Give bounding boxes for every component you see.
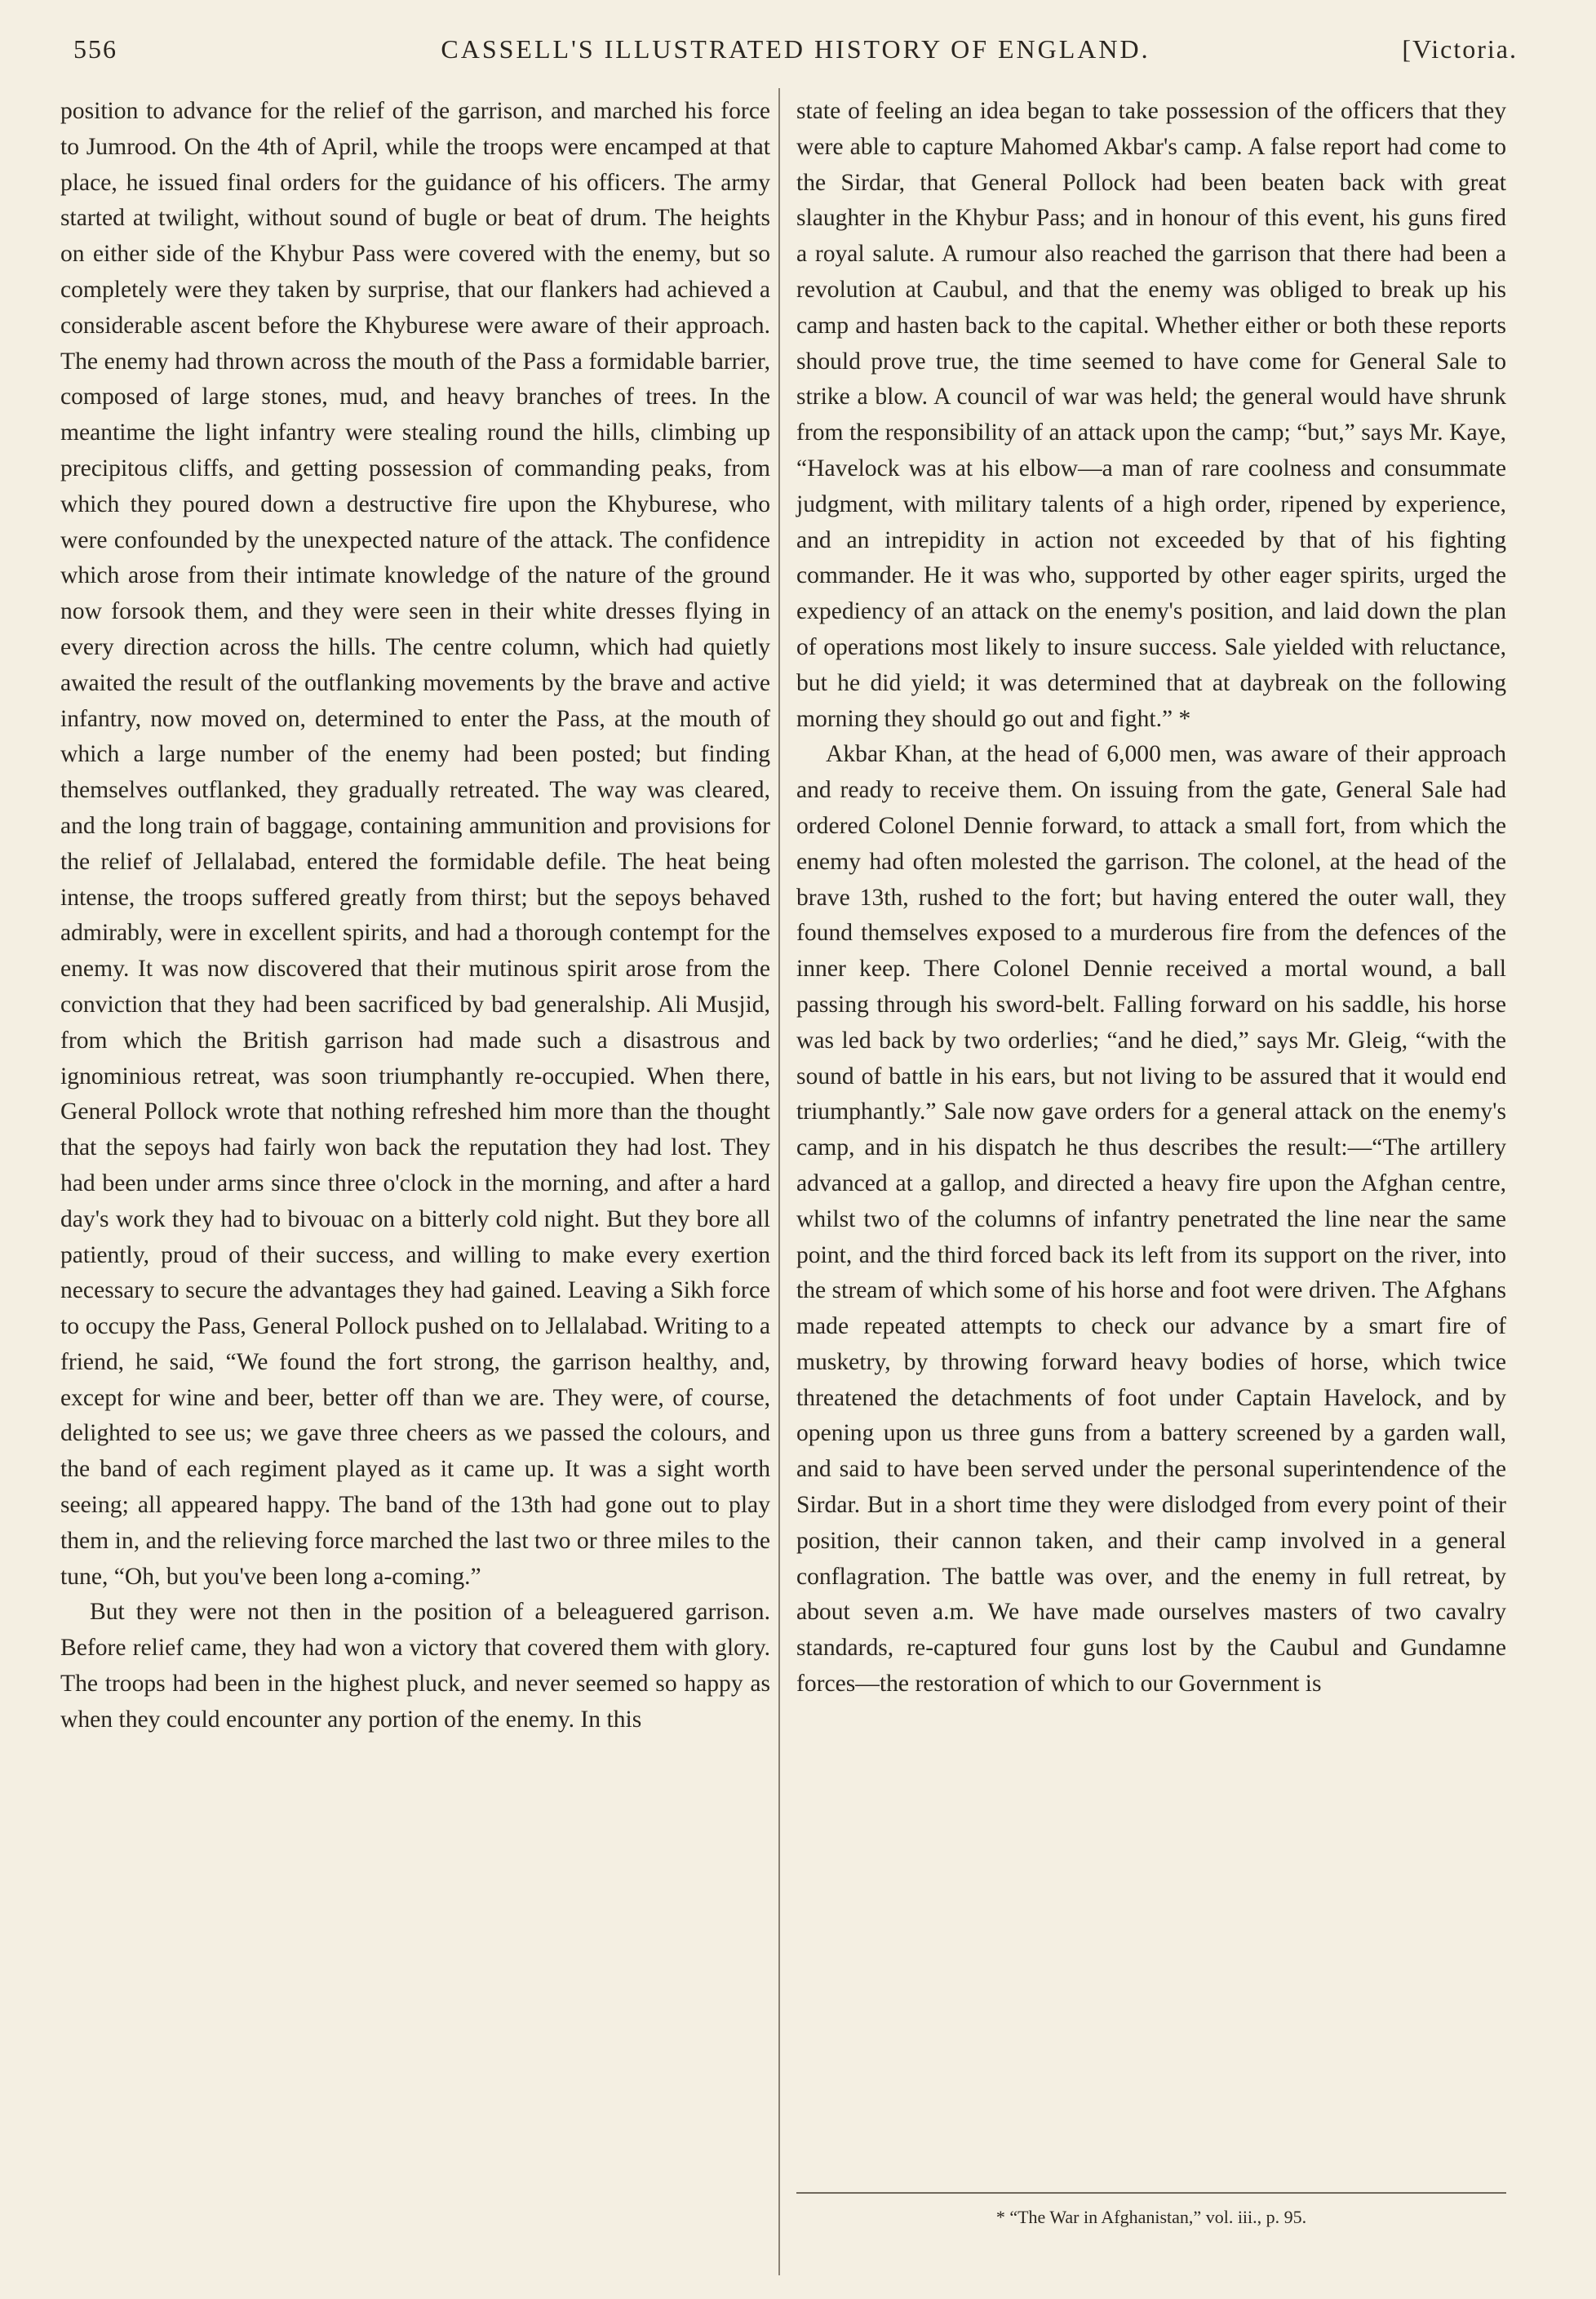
book-title: CASSELL'S ILLUSTRATED HISTORY OF ENGLAND.	[441, 34, 1150, 64]
footnote-divider	[796, 2192, 1506, 2194]
reign-heading: [Victoria.	[1402, 34, 1518, 64]
paragraph: state of feeling an idea began to take possession of the officers that they were able to capture Mahomed Akbar's camp. A false report had come to the Sirdar, that General Pollock had been beaten back with great slaughter in the Khybur Pass; and in honour of this event, his guns fired a royal salute. A rumour also reached the garrison that there had been a revolution at Caubul, and that the enemy was obliged to break up his camp and hasten back to the capital. Whether either or both these reports should prove true, the time seemed to have come for General Sale to strike a blow. A council of war was held; the general would have shrunk from the responsibility of an attack upon the camp; “but,” says Mr. Kaye, “Havelock was at his elbow—a man of rare coolness and consummate judgment, with military talents of a high order, ripened by experience, and an intrepidity in action not exceeded by that of his fighting commander. He it was who, supported by other eager spirits, urged the expediency of an attack on the enemy's position, and laid down the plan of operations most likely to insure success. Sale yielded with reluctance, but he did yield; it was determined that at daybreak on the following morning they should go out and fight.” *	[796, 98, 1506, 732]
footnote: * “The War in Afghanistan,” vol. iii., p. 95.	[995, 2207, 1307, 2227]
left-column	[60, 94, 770, 1738]
paragraph: But they were not then in the position of a beleaguered garrison. Before relief came, they had won a victory that covered them with glory. The troops had been in the highest pluck, and never seemed so happy as when they could encounter any portion of the enemy. In this	[60, 1599, 770, 1733]
right-column	[796, 94, 1506, 1702]
running-header	[73, 31, 1518, 80]
page-number: 556	[73, 34, 117, 64]
column-divider	[778, 88, 780, 2275]
paragraph: Akbar Khan, at the head of 6,000 men, was aware of their approach and ready to receive them. On issuing from the gate, General Sale had ordered Colonel Dennie forward, to attack a small fort, from which the enemy had often molested the garrison. The colonel, at the head of the brave 13th, rushed to the fort; but having entered the outer wall, they found themselves exposed to a murderous fire from the defences of the inner keep. There Colonel Dennie received a mortal wound, a ball passing through his sword-belt. Falling forward on his saddle, his horse was led back by two orderlies; “and he died,” says Mr. Gleig, “with the sound of battle in his ears, but not living to be assured that it would end triumphantly.” Sale now gave orders for a general attack on the enemy's camp, and in his dispatch he thus describes the result:—“The artillery advanced at a gallop, and directed a heavy fire upon the Afghan centre, whilst two of the columns of infantry penetrated the line near the same point, and the third forced back its left from its support on the river, into the stream of which some of his horse and foot were driven. The Afghans made repeated attempts to check our advance by a smart fire of musketry, by throwing forward heavy bodies of horse, which twice threatened the detachments of foot under Captain Havelock, and by opening upon us three guns from a battery screened by a garden wall, and said to have been served under the personal superintendence of the Sirdar. But in a short time they were dislodged from every point of their position, their cannon taken, and their camp involved in a general conflagration. The battle was over, and the enemy in full retreat, by about seven a.m. We have made ourselves masters of two cavalry standards, re-captured four guns lost by the Caubul and Gundamne forces—the restoration of which to our Government is	[796, 741, 1506, 1698]
paragraph: position to advance for the relief of the garrison, and marched his force to Jumrood. On the 4th of April, while the troops were encamped at that place, he issued final orders for the guidance of his officers. The army started at twilight, without sound of bugle or beat of drum. The heights on either side of the Khybur Pass were covered with the enemy, but so completely were they taken by surprise, that our flankers had achieved a considerable ascent before the Khyburese were aware of their approach. The enemy had thrown across the mouth of the Pass a formidable barrier, composed of large stones, mud, and heavy branches of trees. In the meantime the light infantry were stealing round the hills, climbing up precipitous cliffs, and getting possession of commanding peaks, from which they poured down a destructive fire upon the Khyburese, who were confounded by the unexpected nature of the attack. The confidence which arose from their intimate knowledge of the nature of the ground now forsook them, and they were seen in their white dresses flying in every direction across the hills. The centre column, which had quietly awaited the result of the outflanking movements by the brave and active infantry, now moved on, determined to enter the Pass, at the mouth of which a large number of the enemy had been posted; but finding themselves outflanked, they gradually retreated. The way was cleared, and the long train of baggage, containing ammunition and provisions for the relief of Jellalabad, entered the formidable defile. The heat being intense, the troops suffered greatly from thirst; but the sepoys behaved admirably, were in excellent spirits, and had a thorough contempt for the enemy. It was now discovered that their mutinous spirit arose from the conviction that they had been sacrificed by bad generalship. Ali Musjid, from which the British garrison had made such a disastrous and ignominious retreat, was soon triumphantly re-occupied. When there, General Pollock wrote that nothing refreshed him more than the thought that the sepoys had fairly won back the reputation they had lost. They had been under arms since three o'clock in the morning, and after a hard day's work they had to bivouac on a bitterly cold night. But they bore all patiently, proud of their success, and willing to make every exertion necessary to secure the advantages they had gained. Leaving a Sikh force to occupy the Pass, General Pollock pushed on to Jellalabad. Writing to a friend, he said, “We found the fort strong, the garrison healthy, and, except for wine and beer, better off than we are. They were, of course, delighted to see us; we gave three cheers as we passed the colours, and the band of each regiment played as it came up. It was a sight worth seeing; all appeared happy. The band of the 13th had gone out to play them in, and the relieving force marched the last two or three miles to the tune, “Oh, but you've been long a-coming.”	[60, 98, 770, 1590]
